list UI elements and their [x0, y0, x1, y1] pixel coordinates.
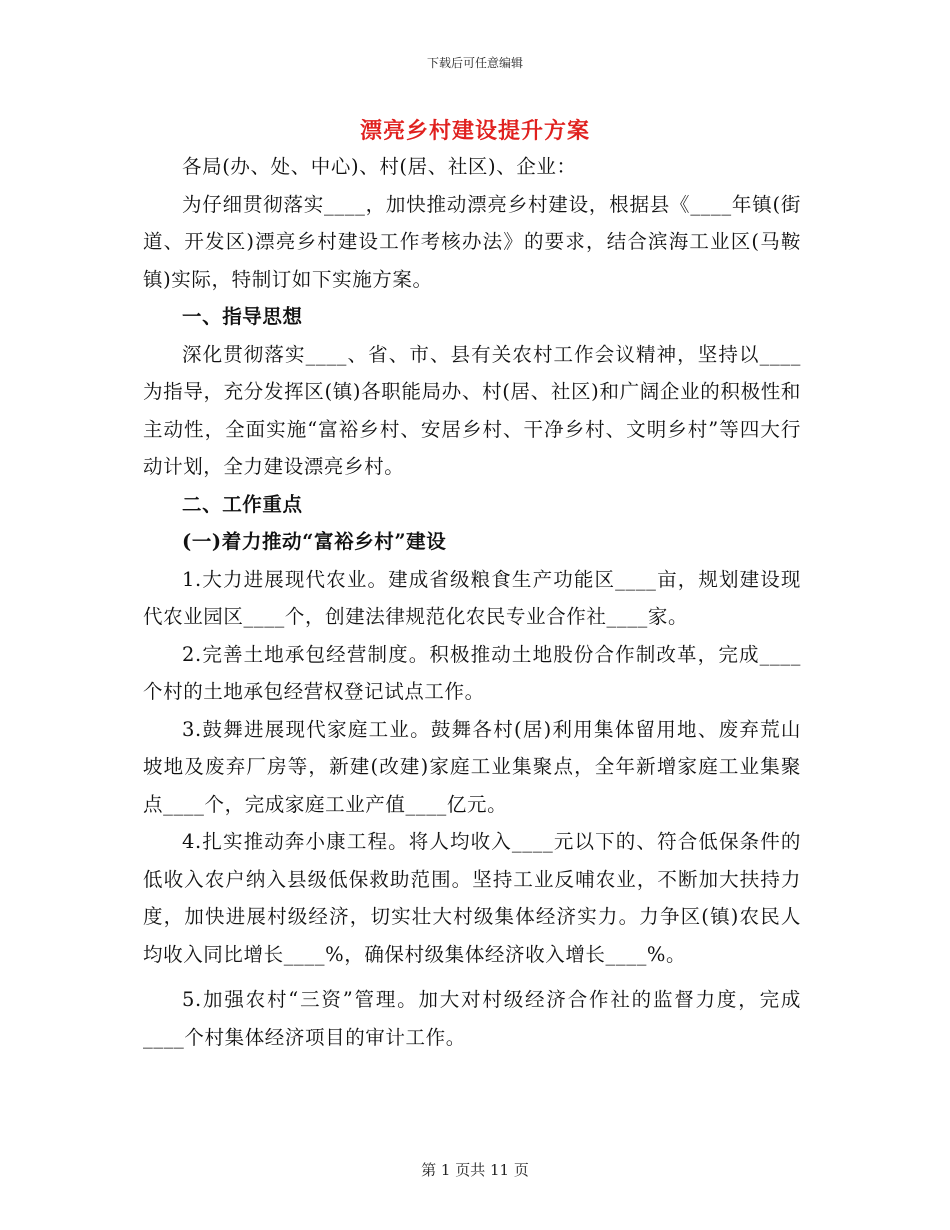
salutation: 各局(办、处、中心)、村(居、社区)、企业：: [182, 155, 577, 178]
section-heading-work-focus: 二、工作重点: [182, 492, 303, 516]
item-5-paragraph: 5.加强农村“三资”管理。加大对村级经济合作社的监督力度，完成____个村集体经济项目的审计工作。: [143, 988, 801, 1049]
section-heading-guiding-ideology: 一、指导思想: [182, 305, 303, 328]
subsection-heading-prosperous-village: (一)着力推动“富裕乡村”建设: [182, 530, 447, 553]
item-4-paragraph: 4.扎实推动奔小康工程。将人均收入____元以下的、符合低保条件的低收入农户纳入县级低保救助范围。坚持工业反哺农业，不断加大扶持力度，加快进展村级经济，切实壮大村级集体经济实力。力争区(镇)农民人均收入同比增长____%，确保村级集体经济收入增长____%。: [143, 830, 801, 966]
intro-paragraph: 为仔细贯彻落实____，加快推动漂亮乡村建设，根据县《____年镇(街道、开发区)漂亮乡村建设工作考核办法》的要求，结合滨海工业区(马鞍镇)实际，特制订如下实施方案。: [143, 192, 801, 291]
document-title: 漂亮乡村建设提升方案: [359, 118, 590, 144]
guiding-ideology-paragraph: 深化贯彻落实____、省、市、县有关农村工作会议精神，坚持以____为指导，充分发挥区(镇)各职能局办、村(居、社区)和广阔企业的积极性和主动性，全面实施“富裕乡村、安居乡村、干净乡村、文明乡村”等四大行动计划，全力建设漂亮乡村。: [143, 342, 801, 478]
page-number-footer: 第 1 页共 11 页: [421, 1161, 529, 1179]
item-2-paragraph: 2.完善土地承包经营制度。积极推动土地股份合作制改革，完成____个村的土地承包经营权登记试点工作。: [143, 642, 801, 703]
item-3-paragraph: 3.鼓舞进展现代家庭工业。鼓舞各村(居)利用集体留用地、废弃荒山坡地及废弃厂房等，新建(改建)家庭工业集聚点，全年新增家庭工业集聚点____个，完成家庭工业产值____亿元。: [143, 717, 801, 816]
item-1-paragraph: 1.大力进展现代农业。建成省级粮食生产功能区____亩，规划建设现代农业园区____个，创建法律规范化农民专业合作社____家。: [143, 567, 801, 628]
document-body: [143, 148, 801, 1056]
header-note: 下载后可任意编辑: [426, 56, 523, 70]
